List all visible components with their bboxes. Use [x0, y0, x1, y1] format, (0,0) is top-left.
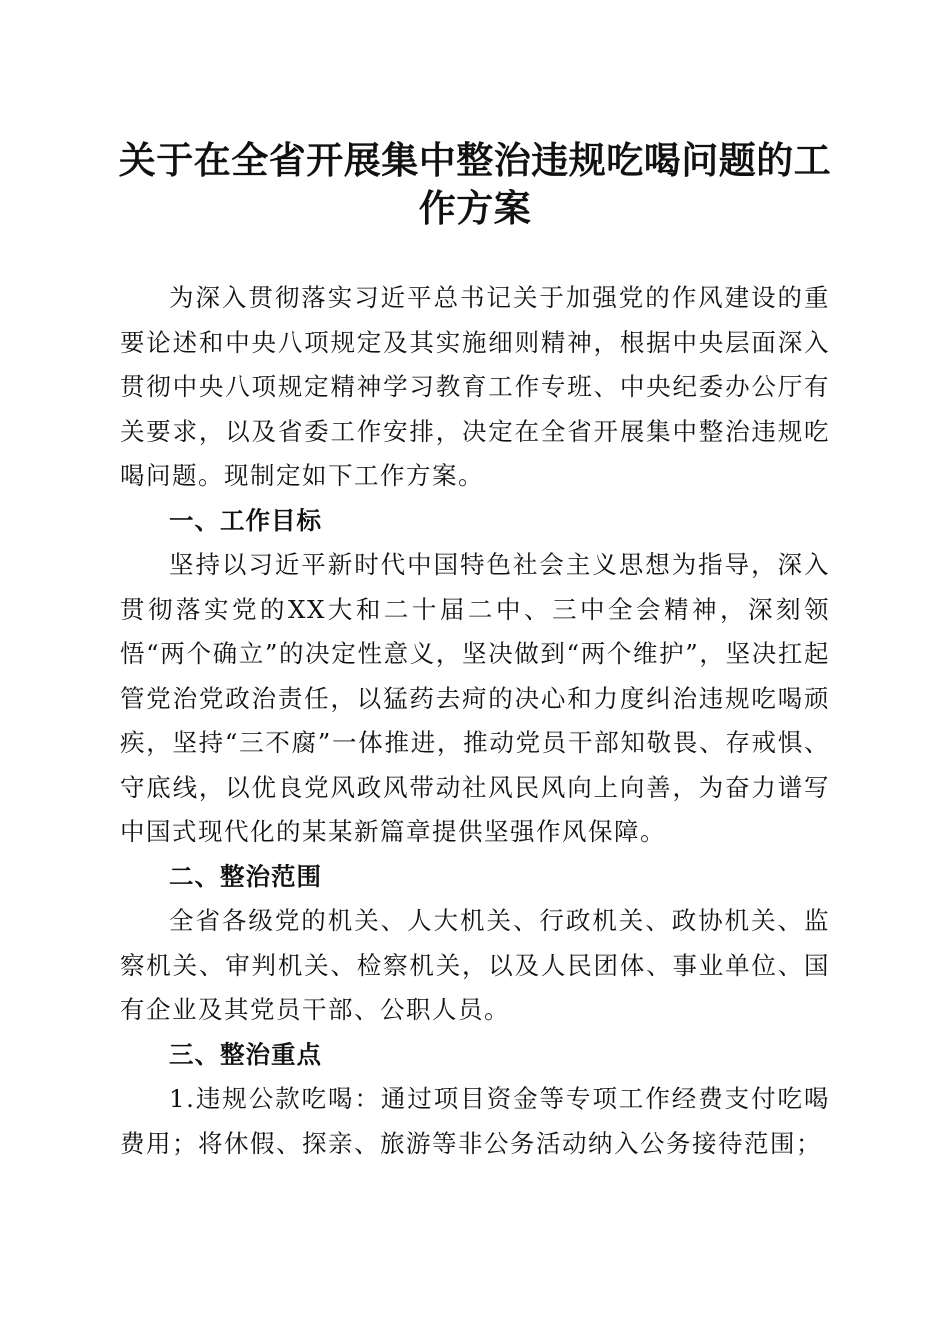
- document-title: 关于在全省开展集中整治违规吃喝问题的工作方案: [118, 138, 832, 230]
- document-body: [120, 276, 830, 1166]
- section-heading-focus: 三、整治重点: [169, 1039, 322, 1069]
- section-heading-scope: 二、整治范围: [169, 861, 322, 891]
- section-paragraph-scope: 全省各级党的机关、人大机关、行政机关、政协机关、监察机关、审判机关、检察机关，以及人民团体、事业单位、国有企业及其党员干部、公职人员。: [120, 906, 830, 1024]
- intro-paragraph: 为深入贯彻落实习近平总书记关于加强党的作风建设的重要论述和中央八项规定及其实施细则精神，根据中央层面深入贯彻中央八项规定精神学习教育工作专班、中央纪委办公厅有关要求，以及省委工作安排，决定在全省开展集中整治违规吃喝问题。现制定如下工作方案。: [120, 283, 830, 490]
- section-heading-goals: 一、工作目标: [169, 505, 322, 535]
- section-paragraph-focus-1: 1.违规公款吃喝：通过项目资金等专项工作经费支付吃喝费用；将休假、探亲、旅游等非公务活动纳入公务接待范围；: [120, 1084, 830, 1158]
- section-paragraph-goals: 坚持以习近平新时代中国特色社会主义思想为指导，深入贯彻落实党的XX大和二十届二中、三中全会精神，深刻领悟“两个确立”的决定性意义，坚决做到“两个维护”，坚决扛起管党治党政治责任，以猛药去疴的决心和力度纠治违规吃喝顽疾，坚持“三不腐”一体推进，推动党员干部知敬畏、存戒惧、守底线，以优良党风政风带动社风民风向上向善，为奋力谱写中国式现代化的某某新篇章提供坚强作风保障。: [120, 550, 830, 846]
